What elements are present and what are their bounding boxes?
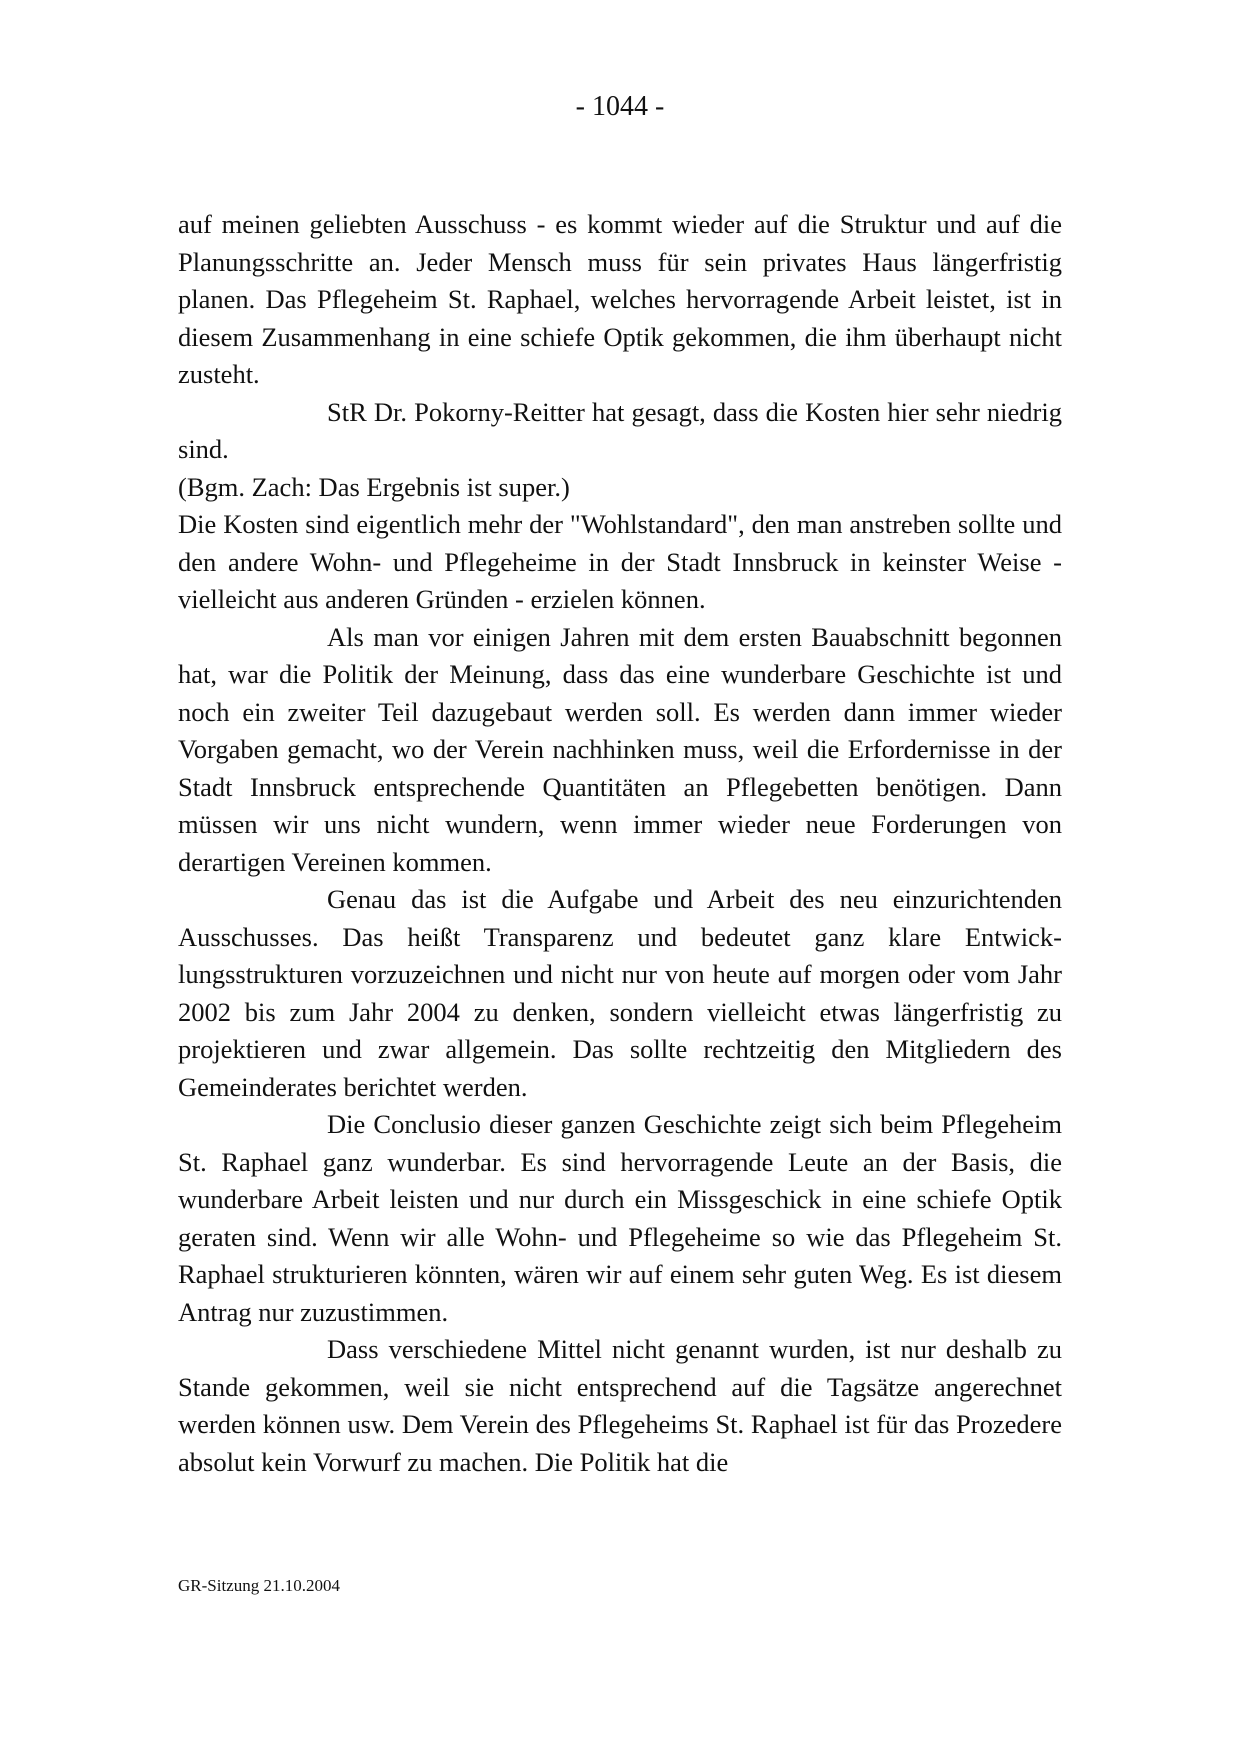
document-body xyxy=(178,206,1062,1481)
page-number: - 1044 - xyxy=(575,91,665,122)
interjection: (Bgm. Zach: Das Ergebnis ist super.) xyxy=(178,471,570,502)
paragraph: Die Kosten sind eigentlich mehr der "Wohlstandard", den man anstreben sollte und den andere Wohn- und Pflegeheime in der Stadt Innsbruck in keinster Weise - vielleicht aus anderen Gründen - erzielen können. xyxy=(178,509,1062,614)
paragraph: Als man vor einigen Jahren mit dem ersten Bauabschnitt begonnen hat, war die Politik der Meinung, dass das eine wunderbare Geschichte ist und noch ein zweiter Teil dazugebaut werden soll. Es werden dann immer wieder Vorgaben gemacht, wo der Verein nachhinken muss, weil die Erfordernisse in der Stadt Innsbruck entsprechende Quantitäten an Pflegebetten benötigen. Dann müssen wir uns nicht wundern, wenn immer wieder neue Forderungen von derartigen Vereinen kommen. xyxy=(178,621,1062,877)
paragraph: Die Conclusio dieser ganzen Geschichte zeigt sich beim Pflegeheim St. Raphael ganz wunderbar. Es sind hervorragende Leute an der Basis, die wunderbare Arbeit leisten und nur durch ein Missgeschick in eine schiefe Optik geraten sind. Wenn wir alle Wohn- und Pflegeheime so wie das Pflegeheim St. Raphael strukturieren könnten, wären wir auf einem sehr guten Weg. Es ist diesem Antrag nur zuzustimmen. xyxy=(178,1109,1062,1327)
paragraph: auf meinen geliebten Ausschuss - es kommt wieder auf die Struktur und auf die Planungsschritte an. Jeder Mensch muss für sein privates Haus längerfristig planen. Das Pflegeheim St. Raphael, welches hervorragende Arbeit leistet, ist in diesem Zusammenhang in eine schiefe Optik gekommen, die ihm überhaupt nicht zusteht. xyxy=(178,209,1062,389)
footer-session-date: GR-Sitzung 21.10.2004 xyxy=(178,1576,340,1595)
paragraph: StR Dr. Pokorny-Reitter hat gesagt, dass die Kosten hier sehr niedrig sind. xyxy=(178,396,1062,464)
paragraph: Dass verschiedene Mittel nicht genannt wurden, ist nur deshalb zu Stande gekommen, weil sie nicht entsprechend auf die Tagsätze angerechnet werden können usw. Dem Verein des Pflegeheims St. Raphael ist für das Prozedere absolut kein Vorwurf zu machen. Die Politik hat die xyxy=(178,1334,1062,1477)
paragraph: Genau das ist die Aufgabe und Arbeit des neu einzurichtenden Ausschusses. Das heißt Transparenz und bedeutet ganz klare Entwicklungsstrukturen vorzuzeichnen und nicht nur von heute auf morgen oder vom Jahr 2002 bis zum Jahr 2004 zu denken, sondern vielleicht etwas längerfristig zu projektieren und zwar allgemein. Das sollte rechtzeitig den Mitgliedern des Gemeinderates berichtet werden. xyxy=(178,884,1062,1102)
